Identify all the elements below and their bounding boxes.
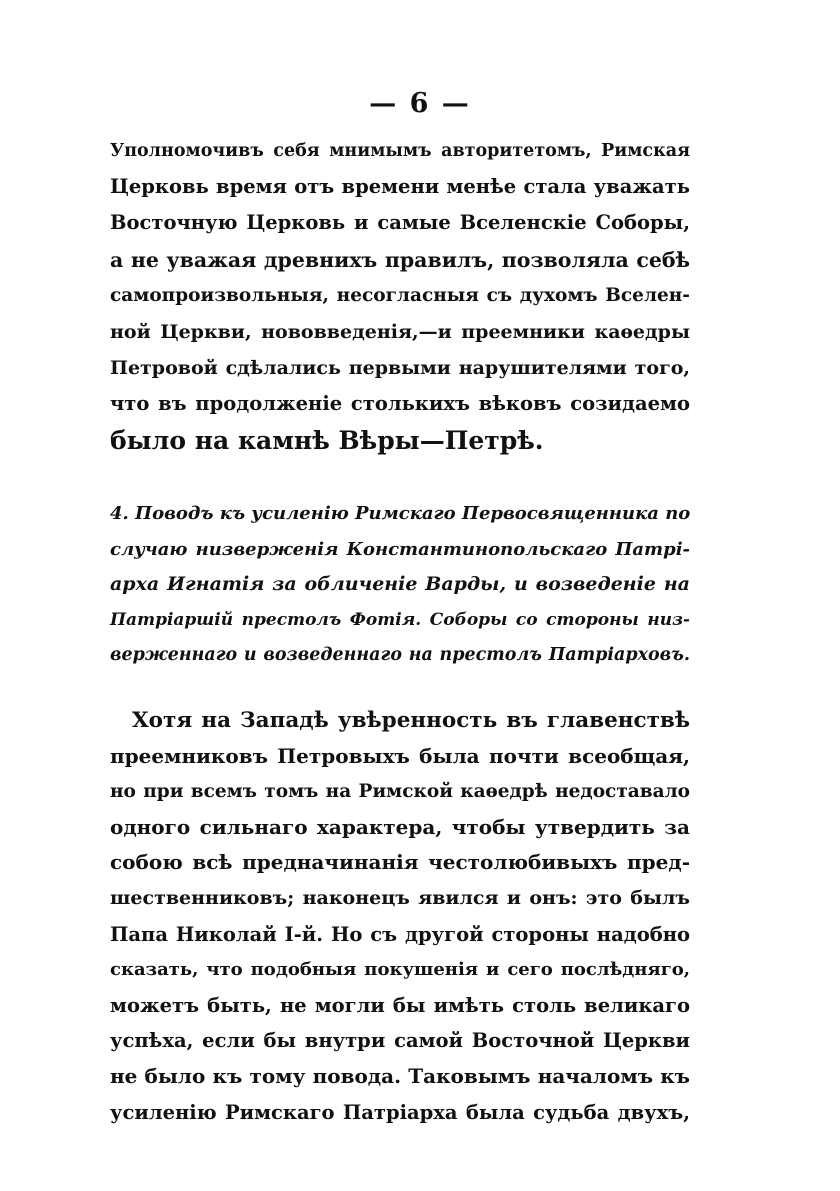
text-line: Церковь время отъ времени менѣе стала уважать (110, 175, 690, 199)
text-line: усиленію Римскаго Патріарха была судьба двухъ, (110, 1100, 690, 1124)
text-line: а не уважая древнихъ правилъ, позволяла себѣ (110, 247, 690, 272)
text-line: шественниковъ; наконецъ явился и онъ: это былъ (110, 886, 690, 909)
page-number: — 6 — (369, 88, 471, 119)
heading-line: верженнаго и возведеннаго на престолъ Патріарховъ. (110, 645, 690, 665)
heading-line: случаю низверженія Константинопольскаго Патрі- (110, 538, 690, 560)
paragraph-1 (110, 133, 690, 459)
text-line: сказать, что подобныя покушенія и сего послѣдняго, (110, 959, 690, 981)
text-line: собою всѣ предначинанія честолюбивыхъ пред- (110, 850, 690, 875)
text-line: можетъ быть, не могли бы имѣть столь великаго (110, 993, 690, 1017)
text-line: но при всемъ томъ на Римской каѳедрѣ недоставало (110, 781, 690, 803)
text-line: преемниковъ Петровыхъ была почти всеобщая, (110, 743, 690, 768)
section-heading (110, 496, 690, 674)
heading-line: 4. Поводъ къ усиленію Римскаго Первосвященника по (110, 503, 691, 524)
heading-line: арха Игнатія за обличеніе Варды, и возведеніе на (110, 573, 690, 595)
text-line: ной Церкви, нововведенія,—и преемники каѳедры (110, 320, 690, 343)
text-line: Папа Николай І-й. Но съ другой стороны надобно (110, 922, 690, 946)
text-line: не было къ тому повода. Таковымъ началомъ къ (110, 1063, 690, 1088)
paragraph-2 (110, 703, 690, 1130)
text-line: одного сильнаго характера, чтобы утвердить за (110, 814, 690, 839)
text-line: Петровой сдѣлались первыми нарушителями того, (110, 357, 690, 380)
text-line: что въ продолженіе столькихъ вѣковъ созидаемо (110, 392, 690, 416)
text-line: Уполномочивъ себя мнимымъ авторитетомъ, Римская (110, 141, 690, 161)
text-line: Восточную Церковь и самые Вселенскіе Соборы, (110, 211, 690, 235)
text-line: было на камнѣ Вѣры—Петрѣ. (110, 425, 544, 455)
text-line: успѣха, если бы внутри самой Восточной Церкви (110, 1029, 690, 1053)
heading-line: Патріаршій престолъ Фотія. Соборы со стороны низ- (110, 609, 690, 630)
text-line: Хотя на Западѣ увѣренность въ главенствѣ (132, 708, 690, 733)
text-line: самопроизвольныя, несогласныя съ духомъ Вселен- (110, 284, 690, 306)
